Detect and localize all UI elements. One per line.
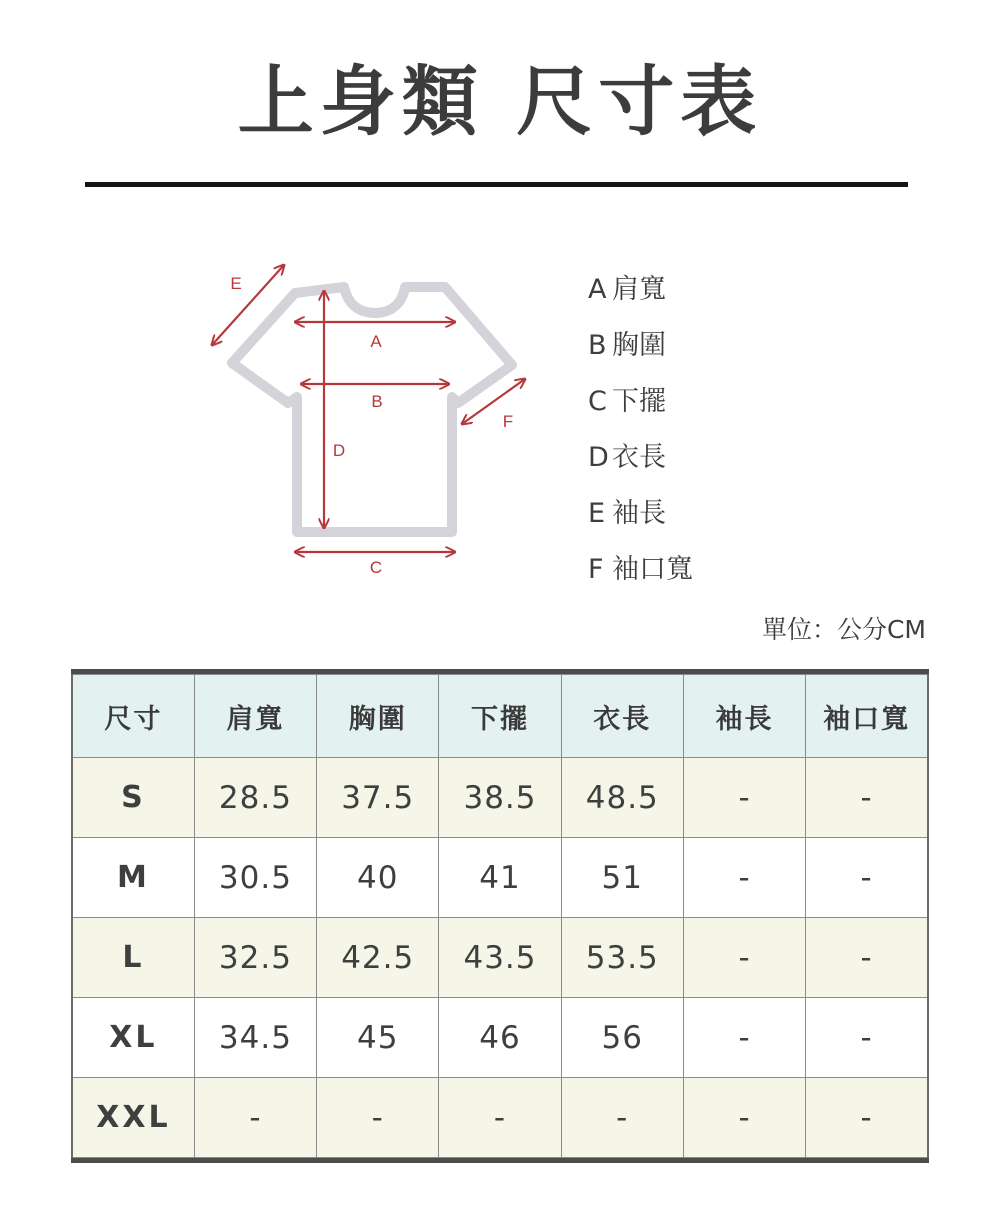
table-cell: - (683, 758, 805, 838)
table-cell: - (683, 918, 805, 998)
table-cell: - (806, 758, 928, 838)
legend-item-e: E 袖長 (588, 498, 666, 529)
table-row (72, 998, 928, 1078)
legend-item-a: A 肩寬 (588, 274, 666, 305)
table-cell: - (683, 998, 805, 1078)
size-cell: XXL (72, 1078, 194, 1158)
table-cell: - (317, 1078, 439, 1158)
label-d: D (332, 441, 346, 460)
table-cell: - (806, 838, 928, 918)
table-cell: 34.5 (194, 998, 316, 1078)
legend-item-d: D 衣長 (588, 442, 666, 473)
tshirt-measurement-diagram (200, 255, 540, 585)
label-b: B (371, 392, 383, 411)
table-cell: - (806, 998, 928, 1078)
table-cell: 42.5 (317, 918, 439, 998)
table-cell: 53.5 (561, 918, 683, 998)
size-cell: M (72, 838, 194, 918)
header-cuff-width: 袖口寬 (806, 675, 928, 758)
table-cell: 30.5 (194, 838, 316, 918)
table-cell: 41 (439, 838, 561, 918)
table-header-row (72, 675, 928, 758)
unit-note: 單位：公分CM (761, 615, 926, 644)
header-hem: 下擺 (439, 675, 561, 758)
legend-item-c: C 下擺 (588, 386, 666, 417)
legend-item-f: F 袖口寬 (588, 554, 693, 585)
label-f: F (502, 412, 514, 431)
table-cell: - (806, 918, 928, 998)
table-row (72, 1078, 928, 1158)
table-cell: 48.5 (561, 758, 683, 838)
table-cell: 51 (561, 838, 683, 918)
table-cell: - (683, 1078, 805, 1158)
header-length: 衣長 (561, 675, 683, 758)
table-cell: 43.5 (439, 918, 561, 998)
measurement-legend (588, 268, 693, 604)
table-cell: - (194, 1078, 316, 1158)
size-cell: S (72, 758, 194, 838)
label-e: E (230, 274, 242, 293)
table-row (72, 758, 928, 838)
table-cell: - (683, 838, 805, 918)
table-cell: 28.5 (194, 758, 316, 838)
header-shoulder: 肩寬 (194, 675, 316, 758)
legend-item-b: B 胸圍 (588, 330, 666, 361)
table-cell: 56 (561, 998, 683, 1078)
size-table (71, 674, 929, 1158)
label-a: A (370, 332, 382, 351)
table-row (72, 918, 928, 998)
size-cell: XL (72, 998, 194, 1078)
page-title: 上身類 尺寸表 (237, 57, 763, 146)
table-row (72, 838, 928, 918)
size-table-container (71, 669, 929, 1163)
header-sleeve-length: 袖長 (683, 675, 805, 758)
table-cell: 45 (317, 998, 439, 1078)
label-c: C (369, 558, 383, 577)
table-cell: 46 (439, 998, 561, 1078)
table-cell: - (439, 1078, 561, 1158)
table-cell: - (806, 1078, 928, 1158)
header-chest: 胸圍 (317, 675, 439, 758)
table-cell: 32.5 (194, 918, 316, 998)
table-cell: 40 (317, 838, 439, 918)
title-divider (85, 182, 908, 187)
header-size: 尺寸 (72, 675, 194, 758)
table-cell: 37.5 (317, 758, 439, 838)
table-cell: - (561, 1078, 683, 1158)
table-cell: 38.5 (439, 758, 561, 838)
size-cell: L (72, 918, 194, 998)
